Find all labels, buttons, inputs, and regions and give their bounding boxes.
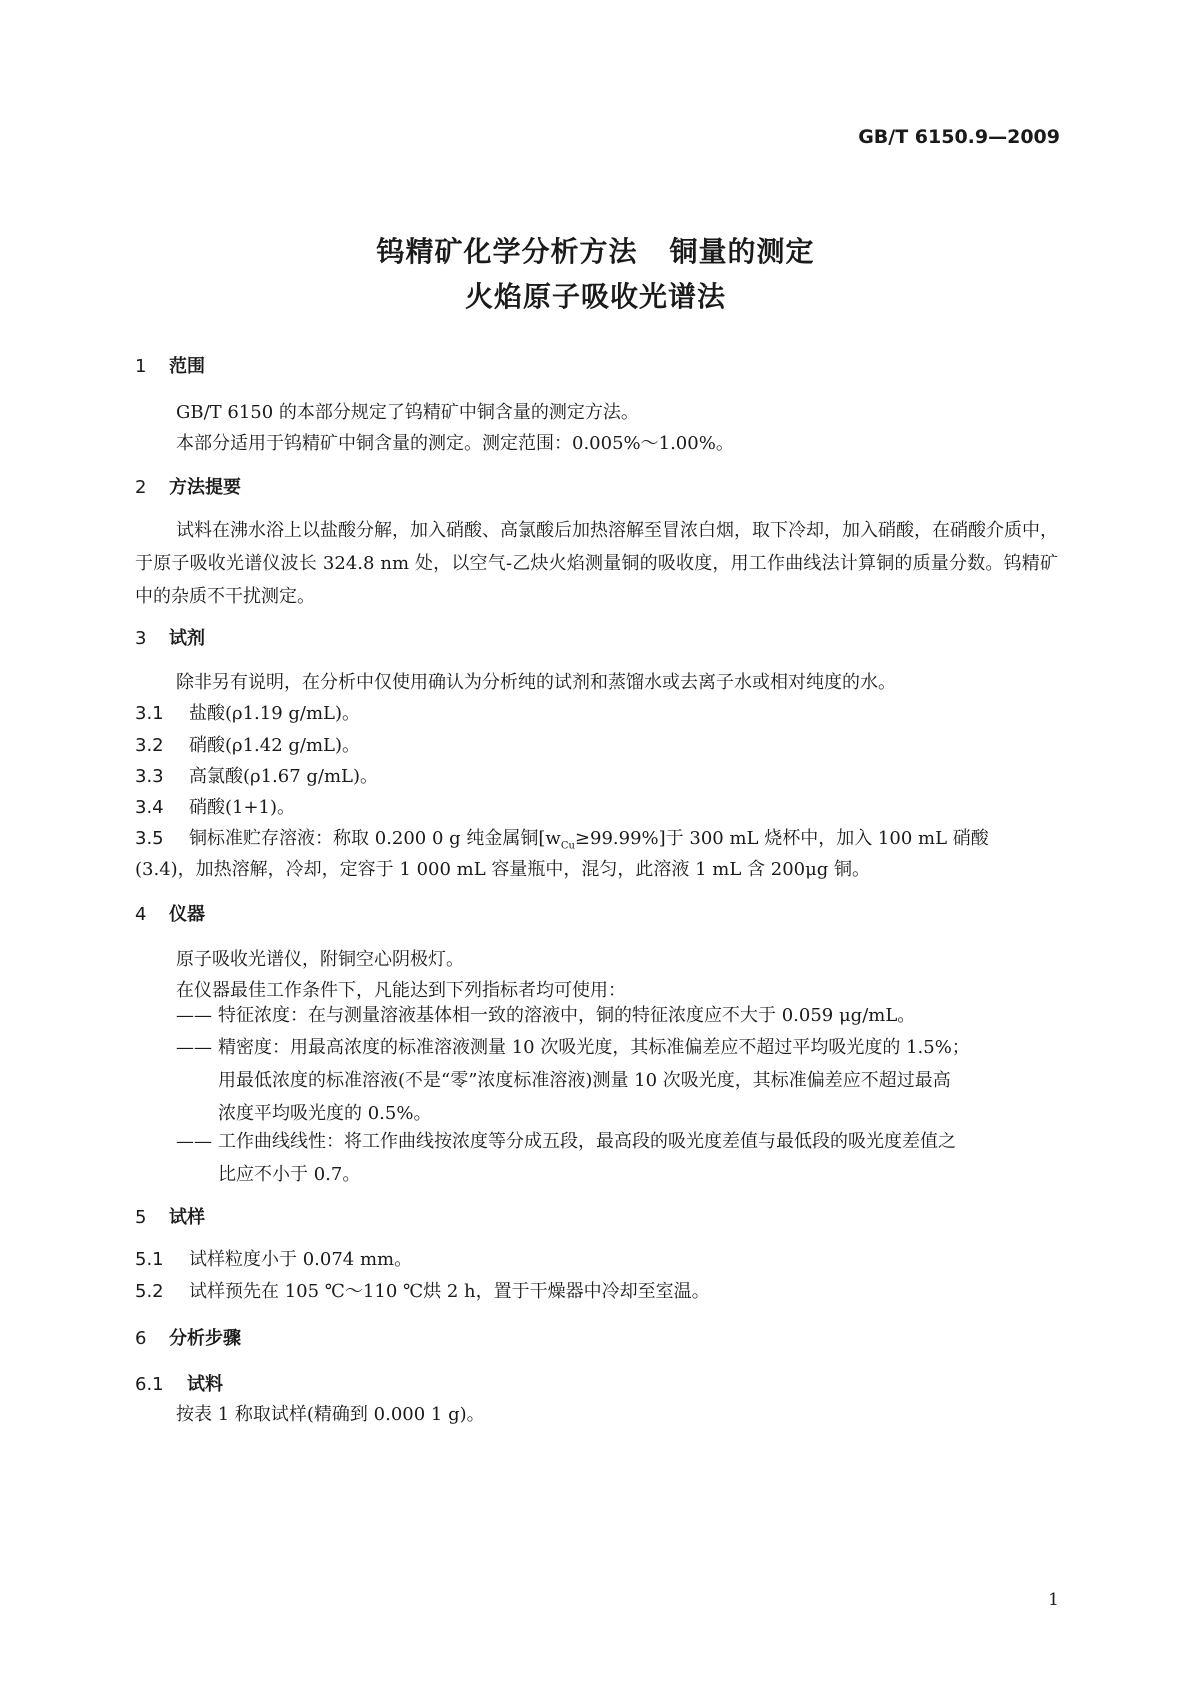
dash-text-cont: 比应不小于 0.7。 bbox=[218, 1164, 361, 1185]
section-title: 分析步骤 bbox=[169, 1328, 241, 1349]
item-number: 3.4 bbox=[135, 797, 164, 818]
section-number: 1 bbox=[135, 356, 147, 377]
section-number: 2 bbox=[135, 477, 147, 498]
title-part-a: 钨精矿化学分析方法 bbox=[376, 235, 638, 268]
section-3-heading bbox=[135, 624, 205, 650]
item-number: 3.3 bbox=[135, 766, 164, 787]
item-text-cont: ≥99.99%]于 300 mL 烧杯中，加入 100 mL 硝酸 bbox=[574, 828, 989, 849]
s4-dash-item-1 bbox=[176, 999, 1058, 1032]
section-title: 方法提要 bbox=[169, 477, 241, 498]
subsection-title: 试料 bbox=[187, 1374, 223, 1395]
s4-paragraph-2: 在仪器最佳工作条件下，凡能达到下列指标者均可使用： bbox=[176, 980, 626, 1001]
dash-marker: —— bbox=[176, 1131, 212, 1152]
s3-item-4 bbox=[135, 793, 295, 819]
item-text: 硝酸(1+1)。 bbox=[189, 797, 296, 818]
section-5-heading bbox=[135, 1203, 205, 1229]
dash-text-cont: 浓度平均吸光度的 0.5%。 bbox=[218, 1103, 432, 1124]
item-number: 3.5 bbox=[135, 828, 164, 849]
item-text: 硝酸(ρ1.42 g/mL)。 bbox=[189, 735, 361, 756]
s3-intro: 除非另有说明，在分析中仅使用确认为分析纯的试剂和蒸馏水或去离子水或相对纯度的水。 bbox=[176, 672, 896, 693]
item-text: 试样预先在 105 ℃～110 ℃烘 2 h，置于干燥器中冷却至室温。 bbox=[189, 1281, 710, 1302]
s6-paragraph-1: 按表 1 称取试样(精确到 0.000 1 g)。 bbox=[176, 1404, 485, 1425]
item-subscript: Cu bbox=[560, 840, 575, 852]
document-title-line2: 火焰原子吸收光谱法 bbox=[464, 280, 726, 313]
item-number: 5.1 bbox=[135, 1249, 164, 1270]
item-text: 铜标准贮存溶液：称取 0.200 0 g 纯金属铜[w bbox=[189, 828, 561, 849]
dash-marker: —— bbox=[176, 1037, 212, 1058]
s3-item-3 bbox=[135, 762, 378, 788]
s5-item-1 bbox=[135, 1245, 412, 1271]
document-title-line1 bbox=[0, 230, 1191, 270]
section-title: 试样 bbox=[169, 1207, 205, 1228]
s4-paragraph-1: 原子吸收光谱仪，附铜空心阴极灯。 bbox=[176, 949, 464, 970]
s1-paragraph-1: GB/T 6150 的本部分规定了钨精矿中铜含量的测定方法。 bbox=[176, 402, 639, 423]
s3-item-2 bbox=[135, 731, 360, 757]
standard-number: GB/T 6150.9—2009 bbox=[858, 126, 1060, 148]
s5-item-2 bbox=[135, 1277, 710, 1303]
dash-marker: —— bbox=[176, 1005, 212, 1026]
section-number: 3 bbox=[135, 628, 147, 649]
section-4-heading bbox=[135, 900, 205, 926]
dash-text: 特征浓度：在与测量溶液基体相一致的溶液中，铜的特征浓度应不大于 0.059 μg/mL。 bbox=[218, 1005, 916, 1026]
item-number: 5.2 bbox=[135, 1281, 164, 1302]
s3-item-1 bbox=[135, 699, 360, 725]
s1-paragraph-2: 本部分适用于钨精矿中铜含量的测定。测定范围：0.005%～1.00%。 bbox=[176, 433, 734, 454]
section-number: 4 bbox=[135, 904, 147, 925]
subsection-number: 6.1 bbox=[135, 1374, 164, 1395]
s3-item-5 bbox=[135, 824, 989, 852]
s2-paragraph: 试料在沸水浴上以盐酸分解，加入硝酸、高氯酸后加热溶解至冒浓白烟，取下冷却，加入硝酸，在硝酸介质中，于原子吸收光谱仪波长 324.8 nm 处，以空气-乙炔火焰测量铜的吸收度，用工作曲线法计算铜的质量分数。钨精矿中的杂质不干扰测定。 bbox=[135, 520, 1058, 607]
subsection-6-1-heading bbox=[135, 1370, 223, 1396]
section-number: 6 bbox=[135, 1328, 147, 1349]
item-number: 3.1 bbox=[135, 703, 164, 724]
dash-text: 工作曲线线性：将工作曲线按浓度等分成五段，最高段的吸光度差值与最低段的吸光度差值之 bbox=[218, 1131, 956, 1152]
section-6-heading bbox=[135, 1324, 241, 1350]
item-text: 试样粒度小于 0.074 mm。 bbox=[189, 1249, 413, 1270]
item-text: 高氯酸(ρ1.67 g/mL)。 bbox=[189, 766, 379, 787]
section-1-heading bbox=[135, 352, 205, 378]
s4-dash-item-2 bbox=[176, 1031, 1058, 1130]
s4-dash-item-3 bbox=[176, 1125, 1058, 1191]
section-2-heading bbox=[135, 473, 241, 499]
title-part-b: 铜量的测定 bbox=[669, 235, 815, 268]
item-number: 3.2 bbox=[135, 735, 164, 756]
dash-text-cont: 用最低浓度的标准溶液(不是“零”浓度标准溶液)测量 10 次吸光度，其标准偏差应不超过最高 bbox=[218, 1070, 951, 1091]
page-number: 1 bbox=[1048, 1590, 1059, 1610]
section-title: 范围 bbox=[169, 356, 205, 377]
section-number: 5 bbox=[135, 1207, 147, 1228]
item-text: 盐酸(ρ1.19 g/mL)。 bbox=[189, 703, 361, 724]
s3-item-5-line2: (3.4)，加热溶解，冷却，定容于 1 000 mL 容量瓶中，混匀，此溶液 1 mL 含 200μg 铜。 bbox=[135, 859, 871, 880]
section-title: 仪器 bbox=[169, 904, 205, 925]
dash-text: 精密度：用最高浓度的标准溶液测量 10 次吸光度，其标准偏差应不超过平均吸光度的 1.5%； bbox=[218, 1037, 970, 1058]
section-title: 试剂 bbox=[169, 628, 205, 649]
